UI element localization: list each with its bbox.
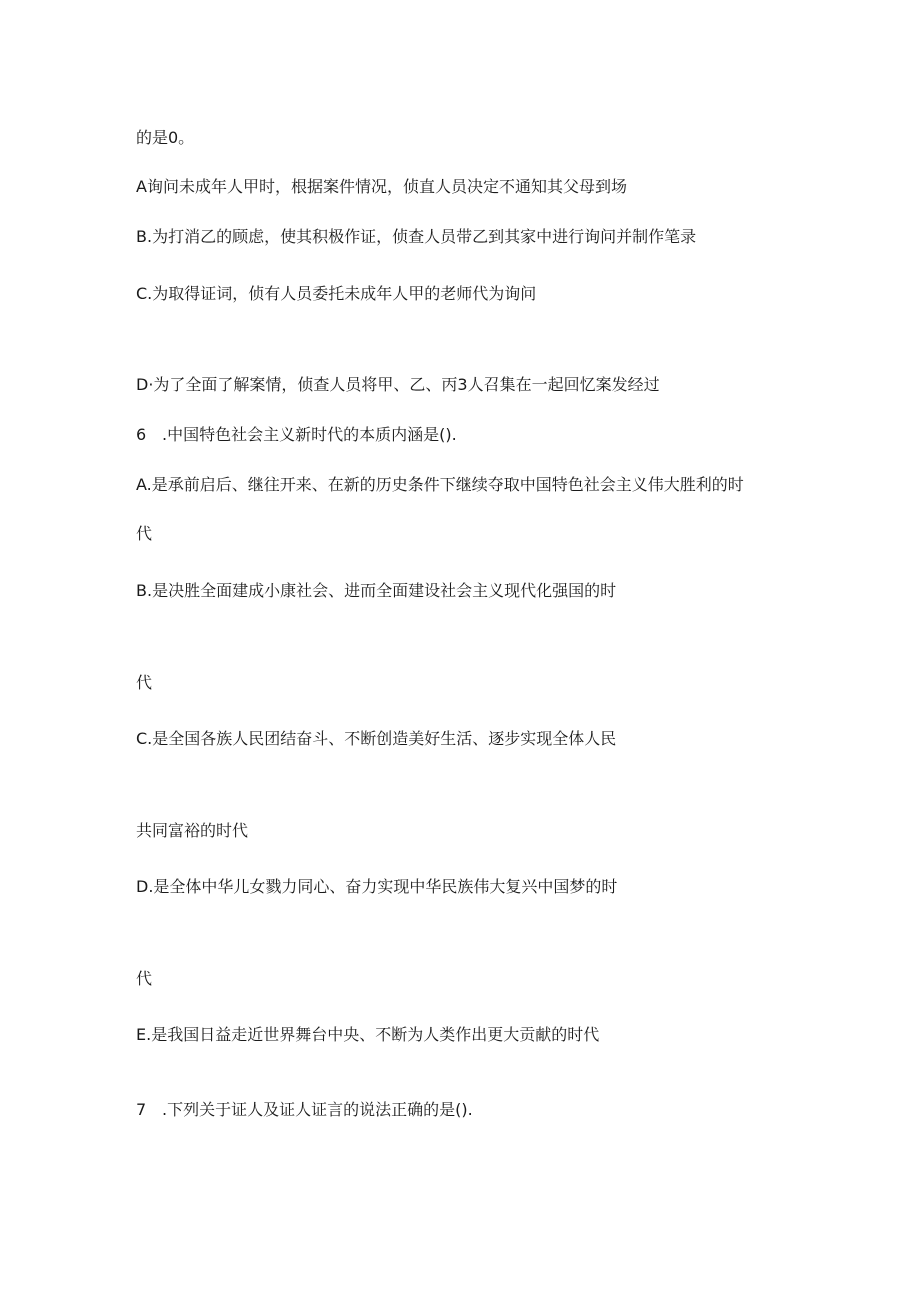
option-a: A询问未成年人甲时，根据案件情况，侦直人员决定不通知其父母到场 (136, 177, 627, 196)
question-text: .中国特色社会主义新时代的本质内涵是(). (162, 425, 457, 444)
option-b: B.是决胜全面建成小康社会、进而全面建设社会主义现代化强国的时 (136, 581, 617, 600)
option-a-continued: 代 (136, 524, 153, 543)
option-d: D.是全体中华儿女戮力同心、奋力实现中华民族伟大复兴中国梦的时 (136, 877, 618, 896)
question-number: 6 (136, 425, 147, 444)
question-number: 7 (136, 1100, 147, 1119)
option-c-continued: 共同富裕的时代 (136, 821, 249, 840)
option-c: C.是全国各族人民团结奋斗、不断创造美好生活、逐步实现全体人民 (136, 729, 617, 748)
question-6 (136, 424, 457, 446)
option-d-continued: 代 (136, 969, 153, 988)
option-b-continued: 代 (136, 673, 153, 692)
question-text: .下列关于证人及证人证言的说法正确的是(). (162, 1100, 473, 1119)
option-d: D·为了全面了解案情，侦查人员将甲、乙、丙3人召集在一起回忆案发经过 (136, 375, 660, 394)
question-7 (136, 1099, 473, 1121)
question-5-stem-end: 的是0。 (136, 128, 195, 147)
option-e: E.是我国日益走近世界舞台中央、不断为人类作出更大贡献的时代 (136, 1025, 600, 1044)
option-b: B.为打消乙的顾虑，使其积极作证，侦查人员带乙到其家中进行询问并制作笔录 (136, 227, 697, 246)
option-a: A.是承前启后、继往开来、在新的历史条件下继续夺取中国特色社会主义伟大胜利的时 (136, 475, 744, 494)
option-c: C.为取得证词，侦有人员委托未成年人甲的老师代为询问 (136, 284, 537, 303)
